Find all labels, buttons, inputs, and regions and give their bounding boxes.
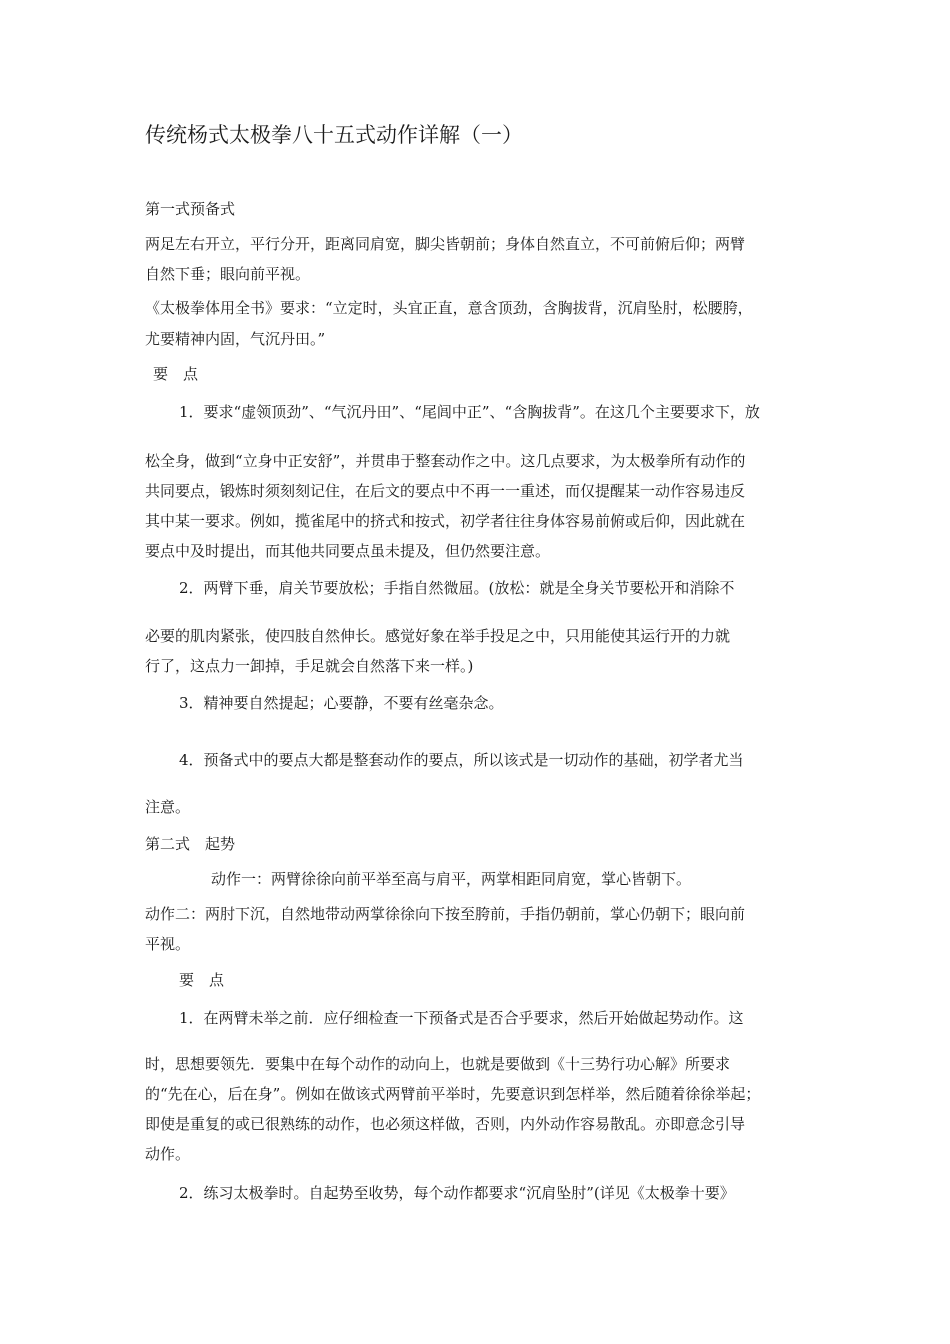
paragraph-line: 要点中及时提出，而其他共同要点虽未提及，但仍然要注意。 xyxy=(145,542,551,560)
paragraph-line: 动作一：两臂徐徐向前平举至高与肩平，两掌相距同肩宽，掌心皆朝下。 xyxy=(211,870,692,888)
key-points-heading: 要 点 xyxy=(153,365,199,383)
paragraph-line: 3．精神要自然提起；心要静，不要有丝毫杂念。 xyxy=(179,694,504,712)
paragraph-line: 1．在两臂未举之前．应仔细检查一下预备式是否合乎要求，然后开始做起势动作。这 xyxy=(179,1009,744,1027)
paragraph-line: 动作。 xyxy=(145,1145,191,1163)
paragraph-line: 即使是重复的或已很熟练的动作，也必须这样做，否则，内外动作容易散乱。亦即意念引导 xyxy=(145,1115,746,1133)
paragraph-line: 的“先在心，后在身”。例如在做该式两臂前平举时，先要意识到怎样举，然后随着徐徐举起； xyxy=(145,1085,761,1103)
section-heading-commencing: 第二式 起势 xyxy=(145,835,236,853)
paragraph-line: 尤要精神内固，气沉丹田。” xyxy=(145,330,326,348)
paragraph-line: 自然下垂；眼向前平视。 xyxy=(145,265,311,283)
paragraph-line: 时，思想要领先．要集中在每个动作的动向上，也就是要做到《十三势行功心解》所要求 xyxy=(145,1055,731,1073)
paragraph-line: 2．练习太极拳时。自起势至收势，每个动作都要求“沉肩坠肘”(详见《太极拳十要》 xyxy=(179,1184,735,1202)
paragraph-line: 2．两臂下垂，肩关节要放松；手指自然微屈。(放松：就是全身关节要松开和消除不 xyxy=(179,579,735,597)
document-title: 传统杨式太极拳八十五式动作详解（一） xyxy=(145,123,523,147)
paragraph-line: 动作二：两肘下沉，自然地带动两掌徐徐向下按至胯前，手指仍朝前，掌心仍朝下；眼向前 xyxy=(145,905,746,923)
paragraph-line: 两足左右开立，平行分开，距离同肩宽，脚尖皆朝前；身体自然直立，不可前俯后仰；两臂 xyxy=(145,235,746,253)
paragraph-line: 必要的肌肉紧张，使四肢自然伸长。感觉好象在举手投足之中，只用能使其运行开的力就 xyxy=(145,627,731,645)
paragraph-line: 1．要求“虚领顶劲”、“气沉丹田”、“尾闾中正”、“含胸拔背”。在这几个主要要求下，放 xyxy=(179,403,760,421)
key-points-heading: 要 点 xyxy=(179,971,225,989)
paragraph-line: 行了，这点力一卸掉，手足就会自然落下来一样。) xyxy=(145,657,474,675)
paragraph-line: 共同要点，锻炼时须刻刻记住，在后文的要点中不再一一重述，而仅提醒某一动作容易违反 xyxy=(145,482,746,500)
paragraph-line: 注意。 xyxy=(145,798,191,816)
paragraph-line: 《太极拳体用全书》要求：“立定时，头宜正直，意含顶劲，含胸拔背，沉肩坠肘，松腰胯， xyxy=(145,299,753,317)
paragraph-line: 平视。 xyxy=(145,935,191,953)
paragraph-line: 4．预备式中的要点大都是整套动作的要点，所以该式是一切动作的基础，初学者尤当 xyxy=(179,751,744,769)
section-heading-preparatory: 第一式预备式 xyxy=(145,200,236,218)
paragraph-line: 其中某一要求。例如，揽雀尾中的挤式和按式，初学者往往身体容易前俯或后仰，因此就在 xyxy=(145,512,746,530)
paragraph-line: 松全身，做到“立身中正安舒”，并贯串于整套动作之中。这几点要求，为太极拳所有动作的 xyxy=(145,452,746,470)
